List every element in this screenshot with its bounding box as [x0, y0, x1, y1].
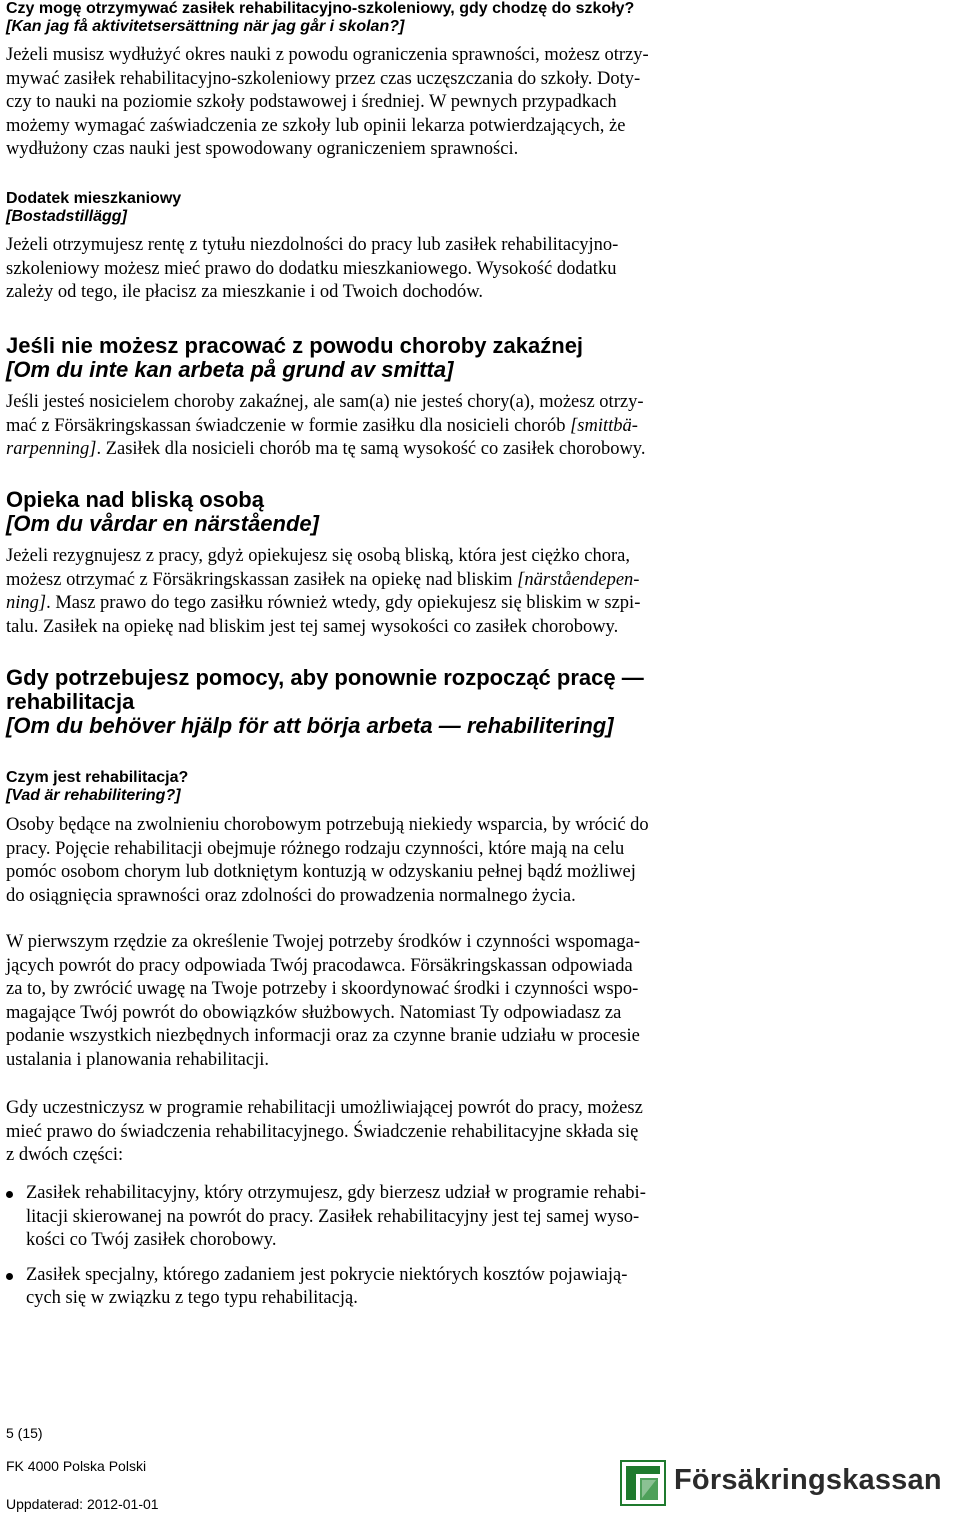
text-line: zależy od tego, ile płacisz za mieszkanie i od Twoich dochodów.: [6, 282, 483, 302]
text-line: Jeśli jesteś nosicielem choroby zakaźnej, ale sam(a) nie jesteś chory(a), możesz otrzy-: [6, 392, 644, 412]
logo-mark-icon: [620, 1460, 668, 1506]
text-line: szkoleniowy możesz mieć prawo do dodatku mieszkaniowego. Wysokość dodatku: [6, 258, 617, 279]
text-line: Gdy uczestniczysz w programie rehabilitacji umożliwiającej powrót do pracy, możesz: [6, 1098, 643, 1118]
heading-pl: Czy mogę otrzymywać zasiłek rehabilitacyjno-szkoleniowy, gdy chodzę do szkoły?: [6, 0, 635, 17]
text-line: pracy. Pojęcie rehabilitacji obejmuje różnego rodzaju czynności, które mają na celu: [6, 838, 625, 859]
text-line: kości co Twój zasiłek chorobowy.: [26, 1230, 277, 1250]
section-what-para2: [6, 931, 954, 1072]
heading-sv: [Om du behöver hjälp för att börja arbeta — rehabilitering]: [6, 713, 614, 738]
section-what-bullets: [6, 1182, 954, 1311]
section-school-heading: [6, 0, 634, 36]
text-line: za to, by zwrócić uwagę na Twoje potrzeby i skoordynować środki i czynności wspo-: [6, 979, 639, 999]
text-line: . Masz prawo do tego zasiłku również wtedy, gdy opiekujesz się bliskim w szpi-: [46, 593, 641, 613]
heading-pl: Opieka nad bliską osobą: [6, 487, 264, 512]
paragraph: [6, 931, 954, 1072]
paragraph: [6, 391, 954, 462]
page-number: 5 (15): [6, 1425, 43, 1441]
text-line: Jeżeli musisz wydłużyć okres nauki z powodu ograniczenia sprawności, możesz otrzy-: [6, 45, 649, 65]
logo-wordmark: Försäkringskassan: [674, 1464, 942, 1496]
text-line: pomóc osobom chorym lub dotkniętym kontuzją w odzyskaniu pełnej bądź możliwej: [6, 862, 636, 882]
paragraph: [6, 234, 954, 305]
form-code: FK 4000 Polska Polski: [6, 1458, 147, 1474]
heading-pl: Dodatek mieszkaniowy: [6, 190, 182, 207]
text-line: wydłużony czas nauki jest spowodowany ograniczeniem sprawności.: [6, 139, 519, 159]
text-line: . Zasiłek dla nosicieli chorób ma tę samą wysokość co zasiłek chorobowy.: [96, 439, 646, 459]
text-line: czy to nauki na poziomie szkoły podstawowej i średniej. W pewnych przypadkach: [6, 92, 617, 112]
list-item: [6, 1182, 954, 1253]
bullet-list: [6, 1182, 954, 1311]
text-line: cych się w związku z tego typu rehabilitacją.: [26, 1288, 358, 1308]
swedish-term: rarpenning]: [6, 439, 97, 459]
swedish-term: ning]: [6, 593, 47, 613]
section-what-heading: [6, 769, 188, 805]
text-line: ustalania i planowania rehabilitacji.: [6, 1049, 270, 1070]
heading-sv: [Vad är rehabilitering?]: [6, 787, 181, 804]
text-line: Osoby będące na zwolnieniu chorobowym potrzebują niekiedy wsparcia, by wrócić do: [6, 815, 649, 835]
swedish-term: [närståendepen-: [517, 569, 640, 590]
heading-pl-line1: Gdy potrzebujesz pomocy, aby ponownie rozpocząć pracę —: [6, 665, 644, 690]
section-care-heading: [6, 488, 319, 536]
text-line: talu. Zasiłek na opiekę nad bliskim jest tej samej wysokości co zasiłek chorobowy.: [6, 616, 619, 637]
heading-sv: [Bostadstillägg]: [6, 208, 127, 225]
text-line: litacji skierowanej na powrót do pracy. Zasiłek rehabilitacyjny jest tej samej wyso-: [26, 1206, 640, 1227]
text-line: Jeżeli rezygnujesz z pracy, gdyż opiekujesz się osobą bliską, która jest ciężko chora,: [6, 546, 630, 566]
text-line: do osiągnięcia sprawności oraz zdolności do prowadzenia normalnego życia.: [6, 885, 576, 906]
paragraph: [6, 1097, 954, 1168]
list-item: [6, 1264, 954, 1311]
section-what-para1: [6, 814, 954, 908]
text-line: Zasiłek rehabilitacyjny, który otrzymujesz, gdy bierzesz udział w programie rehabi-: [26, 1183, 646, 1203]
text-line: magające Twój powrót do obowiązków służbowych. Natomiast Ty odpowiadasz za: [6, 1002, 622, 1023]
text-line: możemy wymagać zaświadczenia ze szkoły lub opinii lekarza potwierdzających, że: [6, 115, 626, 136]
updated-date: Uppdaterad: 2012-01-01: [6, 1496, 159, 1512]
bullet-icon: [6, 1273, 13, 1280]
text-line: Zasiłek specjalny, którego zadaniem jest pokrycie niektórych kosztów pojawiają-: [26, 1264, 628, 1285]
text-line: W pierwszym rzędzie za określenie Twojej potrzeby środków i czynności wspomaga-: [6, 932, 641, 952]
section-rehab-heading: [6, 666, 644, 738]
text-line: Jeżeli otrzymujesz rentę z tytułu niezdolności do pracy lub zasiłek rehabilitacyjno-: [6, 235, 619, 255]
text-line: jących powrót do pracy odpowiada Twój pracodawca. Försäkringskassan odpowiada: [6, 955, 633, 976]
heading-sv: [Om du vårdar en närstående]: [6, 511, 319, 536]
swedish-term: [smittbä-: [570, 415, 638, 436]
paragraph: [6, 814, 954, 908]
heading-sv: [Kan jag få aktivitetsersättning när jag går i skolan?]: [6, 18, 405, 35]
section-infection-body: [6, 391, 954, 462]
text-line: z dwóch części:: [6, 1145, 124, 1165]
heading-pl: Czym jest rehabilitacja?: [6, 769, 189, 786]
section-care-body: [6, 545, 954, 639]
text-line: mać z Försäkringskassan świadczenie w formie zasiłku dla nosicieli chorób: [6, 415, 571, 436]
text-line: mieć prawo do świadczenia rehabilitacyjnego. Świadczenie rehabilitacyjne składa się: [6, 1121, 639, 1142]
paragraph: [6, 44, 954, 162]
heading-sv: [Om du inte kan arbeta på grund av smitta]: [6, 357, 454, 382]
section-school-body: [6, 44, 954, 162]
forsakringskassan-logo: [620, 1460, 956, 1508]
section-infection-heading: [6, 334, 583, 382]
text-line: możesz otrzymać z Försäkringskassan zasiłek na opiekę nad bliskim: [6, 569, 518, 590]
bullet-icon: [6, 1191, 13, 1198]
paragraph: [6, 545, 954, 639]
text-line: mywać zasiłek rehabilitacyjno-szkoleniowy przez czas uczęszczania do szkoły. Doty-: [6, 68, 641, 89]
text-line: podanie wszystkich niezbędnych informacji oraz za czynne branie udziału w procesie: [6, 1026, 640, 1046]
section-what-para3: [6, 1097, 954, 1168]
heading-pl: Jeśli nie możesz pracować z powodu choroby zakaźnej: [6, 333, 584, 358]
section-housing-heading: [6, 190, 181, 226]
heading-pl-line2: rehabilitacja: [6, 689, 135, 714]
section-housing-body: [6, 234, 954, 305]
